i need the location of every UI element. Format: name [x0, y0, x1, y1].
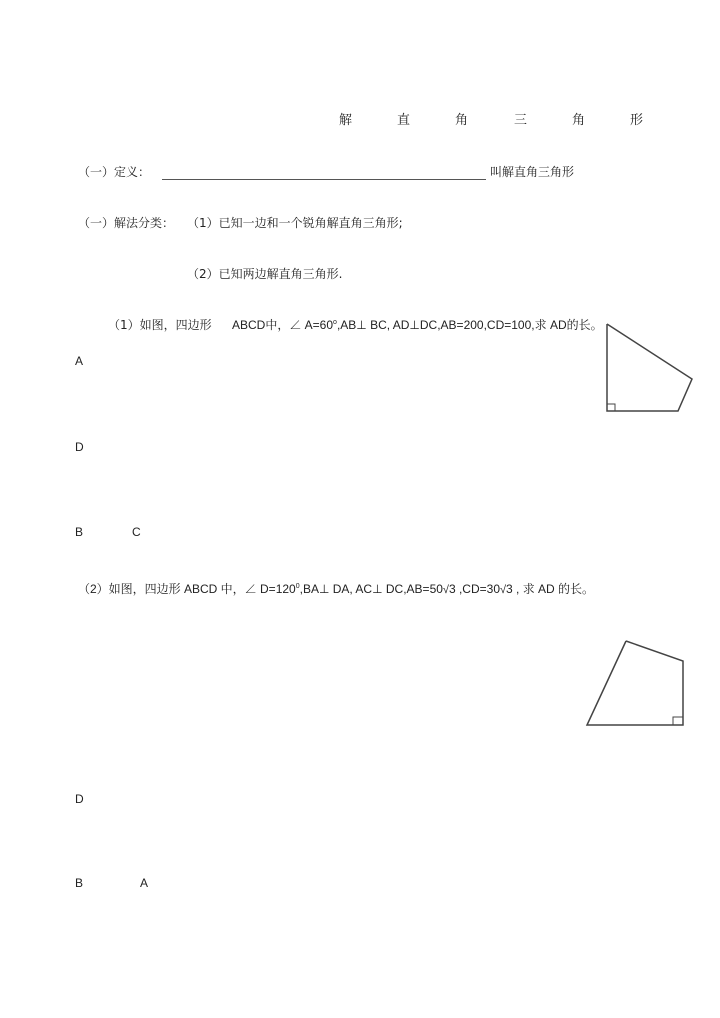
method-item-1: （1）已知一边和一个锐角解直角三角形;	[187, 216, 403, 230]
title-char-1: 解	[339, 113, 353, 128]
method-item-2: （2）已知两边解直角三角形.	[187, 267, 343, 281]
problem2-text-d: 3 , 求 AD 的长。	[506, 582, 595, 596]
sqrt-symbol-1: √	[442, 584, 449, 596]
problem2-label-a: A	[140, 876, 149, 890]
problem1-label-a: A	[75, 354, 84, 368]
sqrt-symbol-2: √	[500, 584, 507, 596]
problem1-figure	[600, 318, 700, 418]
problem2-text-c: 3 ,CD=30	[448, 582, 500, 596]
problem1-text-c: ,AB⊥ BC, AD⊥DC,AB=200,CD=100,求 AD的长。	[336, 318, 603, 332]
problem1-text-b	[232, 319, 603, 331]
methods-prefix: （一）解法分类：	[78, 216, 175, 230]
problem1-text-b-main: ABCD中，∠ A=60	[232, 318, 334, 332]
definition-blank	[162, 179, 486, 180]
title-char-4: 三	[514, 113, 528, 128]
problem2-label-b: B	[75, 876, 84, 890]
problem2-text-b: ,BA⊥ DA, AC⊥ DC,AB=50	[299, 582, 443, 596]
problem1-text-a: （1）如图，四边形	[108, 318, 212, 332]
definition-suffix: 叫解直角三角形	[490, 165, 575, 179]
title-char-3: 角	[455, 113, 469, 128]
quadrilateral-1	[607, 324, 692, 411]
quadrilateral-2	[587, 641, 683, 725]
right-angle-mark-2	[673, 717, 683, 725]
title-char-5: 角	[572, 113, 586, 128]
problem1-label-b: B	[75, 525, 84, 539]
problem2-label-d: D	[75, 792, 84, 806]
problem2-degree: 0	[295, 583, 300, 590]
problem1-label-c: C	[132, 525, 141, 539]
title-char-6: 形	[630, 113, 644, 128]
definition-prefix: （一）定义：	[78, 165, 151, 179]
problem2-text	[78, 583, 594, 596]
problem1-label-d: D	[75, 440, 84, 454]
problem2-text-a: （2）如图，四边形 ABCD 中，∠ D=120	[78, 582, 296, 596]
problem2-figure	[580, 635, 690, 730]
title-char-2: 直	[397, 113, 411, 128]
problem1-degree: o	[333, 319, 337, 326]
right-angle-mark-1	[607, 404, 615, 411]
